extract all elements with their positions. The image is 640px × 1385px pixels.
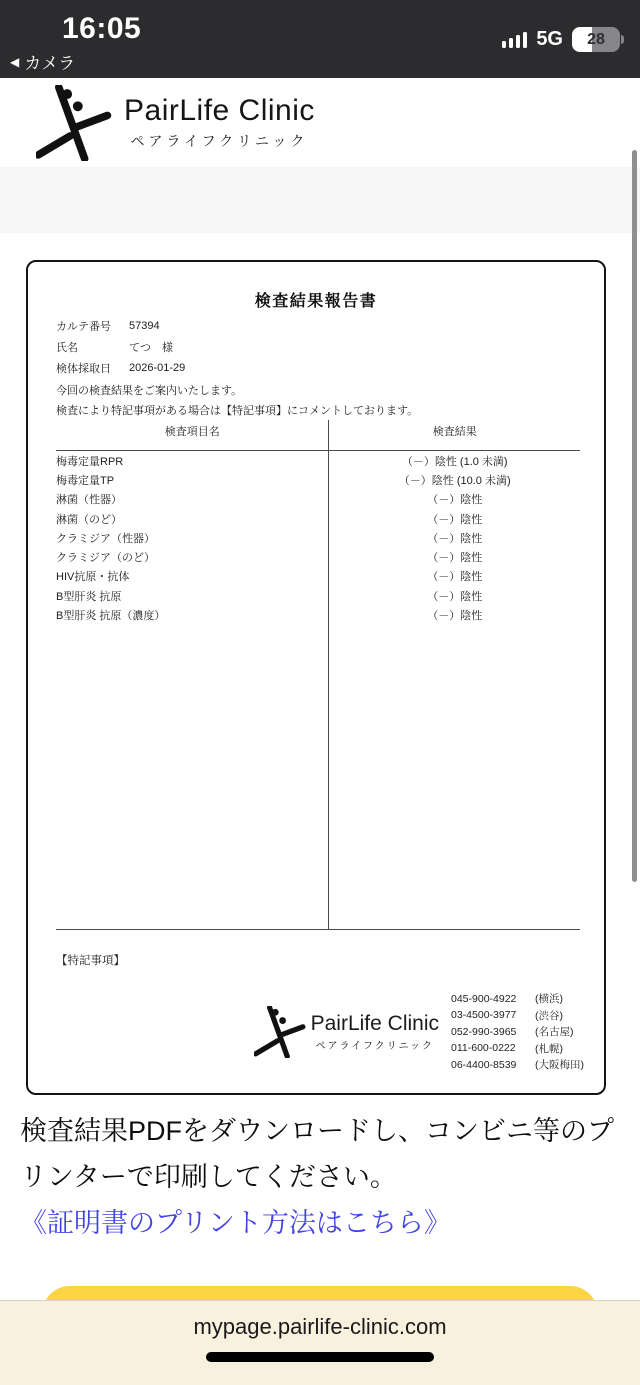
test-result-report-card xyxy=(26,260,606,1095)
table-row-item: 梅毒定量TP xyxy=(56,474,115,487)
special-notes-label: 【特記事項】 xyxy=(56,955,125,967)
table-row-result: （－）陰性 xyxy=(427,513,483,526)
table-row-item: クラミジア（性器） xyxy=(56,532,155,545)
footer-brand-name: PairLife Clinic xyxy=(310,1011,439,1035)
table-row-result: （－）陰性 xyxy=(427,610,483,623)
pairlife-logo-icon xyxy=(36,85,112,161)
battery-icon xyxy=(572,27,624,52)
footer-brand-block xyxy=(254,1006,439,1058)
intro-line: 検査により特記事項がある場合は【特記事項】にコメントしております。 xyxy=(56,405,419,417)
ios-status-bar xyxy=(0,0,640,78)
table-row-item: HIV抗原・抗体 xyxy=(56,571,130,584)
address-bar[interactable]: mypage.pairlife-clinic.com xyxy=(193,1314,447,1339)
home-indicator[interactable] xyxy=(206,1352,434,1362)
table-row-result: （－）陰性 xyxy=(427,571,483,584)
results-table-item-column xyxy=(56,420,328,929)
battery-tip xyxy=(621,35,624,44)
brand-block xyxy=(124,94,315,151)
info-row-collection-date xyxy=(56,357,185,378)
table-row-result: （－）陰性 xyxy=(427,532,483,545)
phone-row: 06-4400-8539 (大阪梅田) xyxy=(451,1058,584,1072)
phone-row: 03-4500-3977 (渋谷) xyxy=(451,1009,563,1022)
back-triangle-icon: ◀ xyxy=(10,54,20,69)
cellular-signal-icon xyxy=(502,31,528,48)
table-row-item: 淋菌（のど） xyxy=(56,513,122,526)
battery-percent: 28 xyxy=(587,30,605,48)
info-label: 氏名 xyxy=(56,341,78,354)
results-table xyxy=(56,420,580,930)
brand-name-ja: ペアライフクリニック xyxy=(130,133,309,149)
report-footer xyxy=(254,991,584,1074)
pairlife-logo-icon xyxy=(254,1006,306,1058)
instructions-text: 検査結果PDFをダウンロードし、コンビニ等のプリンターで印刷してください。 xyxy=(20,1116,614,1192)
status-bar-right-cluster xyxy=(502,27,624,52)
phone-row: 011-600-0222 (札幌) xyxy=(451,1042,563,1055)
clinic-phone-list xyxy=(451,991,584,1074)
info-row-chart-number xyxy=(56,315,185,336)
table-row-result: （－）陰性 (1.0 未満) xyxy=(401,455,508,468)
back-app-label: カメラ xyxy=(24,54,76,73)
table-row-result: （－）陰性 xyxy=(427,494,483,507)
intro-line: 今回の検査結果をご案内いたします。 xyxy=(56,385,243,397)
phone-row: 045-900-4922 (横浜) xyxy=(451,992,563,1006)
network-type-label: 5G xyxy=(536,28,563,50)
table-row-item: B型肝炎 抗原 xyxy=(56,590,122,603)
info-value: 2026-01-29 xyxy=(129,361,186,374)
download-instructions xyxy=(20,1108,624,1246)
table-row-item: 淋菌（性器） xyxy=(56,494,122,507)
report-title: 検査結果報告書 xyxy=(254,293,378,310)
clock: 16:05 xyxy=(62,12,142,45)
info-label: カルテ番号 xyxy=(56,320,111,333)
table-row-item: 梅毒定量RPR xyxy=(56,455,124,468)
back-to-app-control[interactable] xyxy=(10,49,75,74)
print-howto-link[interactable]: 《証明書のプリント方法はこちら》 xyxy=(20,1208,451,1238)
footer-brand-name-ja: ペアライフクリニック xyxy=(315,1040,435,1052)
info-value: 57394 xyxy=(129,319,160,332)
header-divider-band xyxy=(0,167,640,233)
site-header xyxy=(0,78,640,167)
table-row-result: （－）陰性 xyxy=(427,552,483,565)
safari-bottom-bar xyxy=(0,1300,640,1385)
info-label: 検体採取日 xyxy=(56,362,111,375)
info-row-name xyxy=(56,336,185,357)
results-table-result-column xyxy=(328,420,580,929)
patient-info-block xyxy=(56,315,185,378)
page-scrollbar[interactable] xyxy=(632,150,637,882)
footer-brand-text xyxy=(311,1012,439,1052)
table-row-result: （－）陰性 (10.0 未満) xyxy=(398,474,511,487)
brand-name: PairLife Clinic xyxy=(124,94,315,127)
table-row-result: （－）陰性 xyxy=(427,590,483,603)
table-row-item: B型肝炎 抗原（濃度） xyxy=(56,610,166,623)
table-row-item: クラミジア（のど） xyxy=(56,552,155,565)
phone-row: 052-990-3965 (名古屋) xyxy=(451,1025,574,1039)
column-header-result: 検査結果 xyxy=(329,420,580,451)
report-intro xyxy=(56,381,418,421)
info-value: てつ 様 xyxy=(129,341,173,354)
column-header-item: 検査項目名 xyxy=(56,420,328,451)
